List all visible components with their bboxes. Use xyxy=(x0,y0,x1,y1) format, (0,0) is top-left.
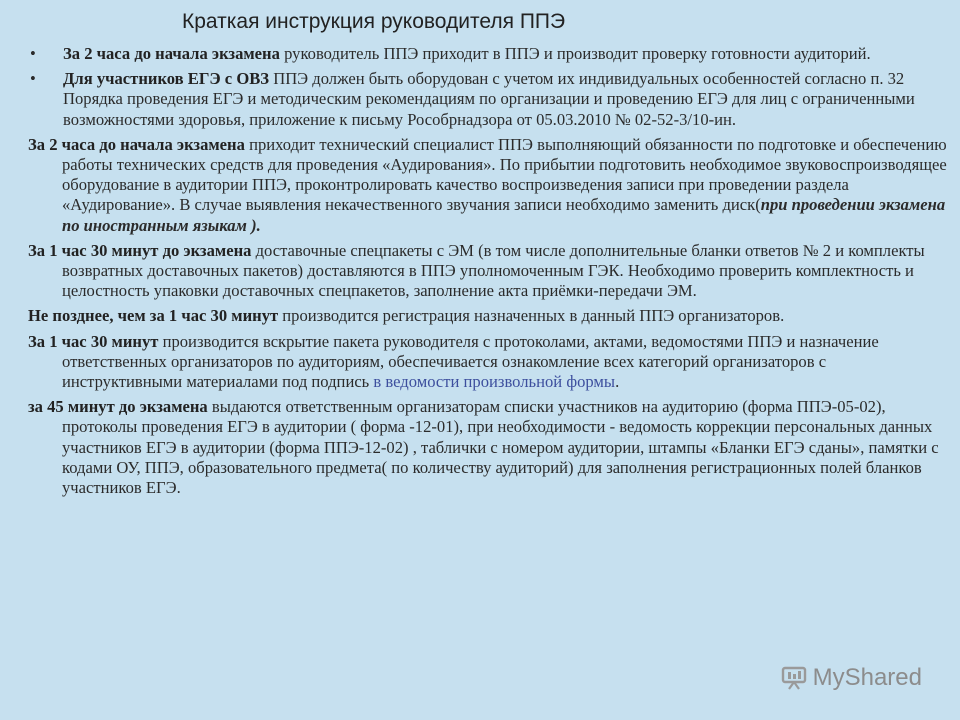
item-lead: За 2 часа до начала экзамена xyxy=(28,134,245,154)
list-item xyxy=(28,135,948,236)
vedomost-link[interactable]: в ведомости произвольной формы xyxy=(373,372,616,392)
item-lead: За 1 час 30 минут до экзамена xyxy=(28,240,252,260)
item-lead: За 2 часа до начала экзамена xyxy=(63,44,280,63)
list-item xyxy=(28,306,948,326)
item-lead: За 1 час 30 минут xyxy=(28,331,159,351)
item-text: производится вскрытие пакета руководителя с протоколами, актами, ведомостями ППЭ и назначение ответственных организаторов по аудиториям, обеспечивается ознакомление всех категорий организаторов с инструктивными материалами под подпись xyxy=(62,331,879,392)
list-item xyxy=(28,69,948,130)
watermark-text: MyShared xyxy=(812,664,922,691)
list-item xyxy=(28,397,948,498)
item-text: выдаются ответственным организаторам списки участников на аудиторию (форма ППЭ-05-02), протоколы проведения ЕГЭ в аудитории ( форма -12-01), при необходимости - ведомость коррекции персональных данных участников ЕГЭ в аудитории (форма ППЭ-12-02) , таблички с номером аудитории, штампы «Бланки ЕГЭ сданы», памятки с кодами ОУ, ППЭ, образовательного предмета( по количеству аудиторий) для заполнения регистрационных полей бланков участников ЕГЭ. xyxy=(62,397,939,498)
item-lead: Для участников ЕГЭ с ОВЗ xyxy=(63,69,270,89)
item-text-end: . xyxy=(615,372,620,392)
item-text: ППЭ должен быть оборудован с учетом их индивидуальных особенностей согласно п. 32 Порядка проведения ЕГЭ и методическим рекомендациям по организации и проведению ЕГЭ для лиц с ограниченными возможностями здоровья, приложение к письму Рособрнадзора от 05.03.2010 № 02-52-3/10-ин. xyxy=(63,69,915,129)
item-lead: Не позднее, чем за 1 час 30 минут xyxy=(28,306,279,326)
list-item xyxy=(28,241,948,302)
instruction-list xyxy=(28,44,948,503)
item-text: производится регистрация назначенных в данный ППЭ организаторов. xyxy=(278,306,785,326)
list-item xyxy=(28,332,948,393)
item-text: руководитель ППЭ приходит в ППЭ и производит проверку готовности аудиторий. xyxy=(279,44,871,63)
bullet: • xyxy=(30,69,36,89)
item-lead: за 45 минут до экзамена xyxy=(28,397,208,417)
item-text: доставочные спецпакеты с ЭМ (в том числе дополнительные бланки ответов № 2 и комплекты возвратных доставочных пакетов) доставляются в ППЭ уполномоченным ГЭК. Необходимо проверить комплектность и целостность упаковки доставочных спецпакетов, заполнение акта приёмки-передачи ЭМ. xyxy=(62,240,925,301)
presentation-icon xyxy=(781,665,807,691)
slide-title: Краткая инструкция руководителя ППЭ xyxy=(182,10,566,33)
item-emphasis: при проведении экзамена по иностранным языкам ). xyxy=(62,195,946,235)
item-text: приходит технический специалист ППЭ выполняющий обязанности по подготовке и обеспечению работы технических средств для проведения «Аудирования». По прибытии подготовить необходимое звуковоспроизводящее оборудование в аудитории ППЭ, проконтролировать качество воспроизведения записи при проведении раздела «Аудирование». В случае выявления некачественного звучания записи необходимо заменить диск( xyxy=(62,134,947,215)
bullet: • xyxy=(30,44,36,63)
list-item xyxy=(28,44,948,64)
myshared-watermark xyxy=(781,664,922,692)
